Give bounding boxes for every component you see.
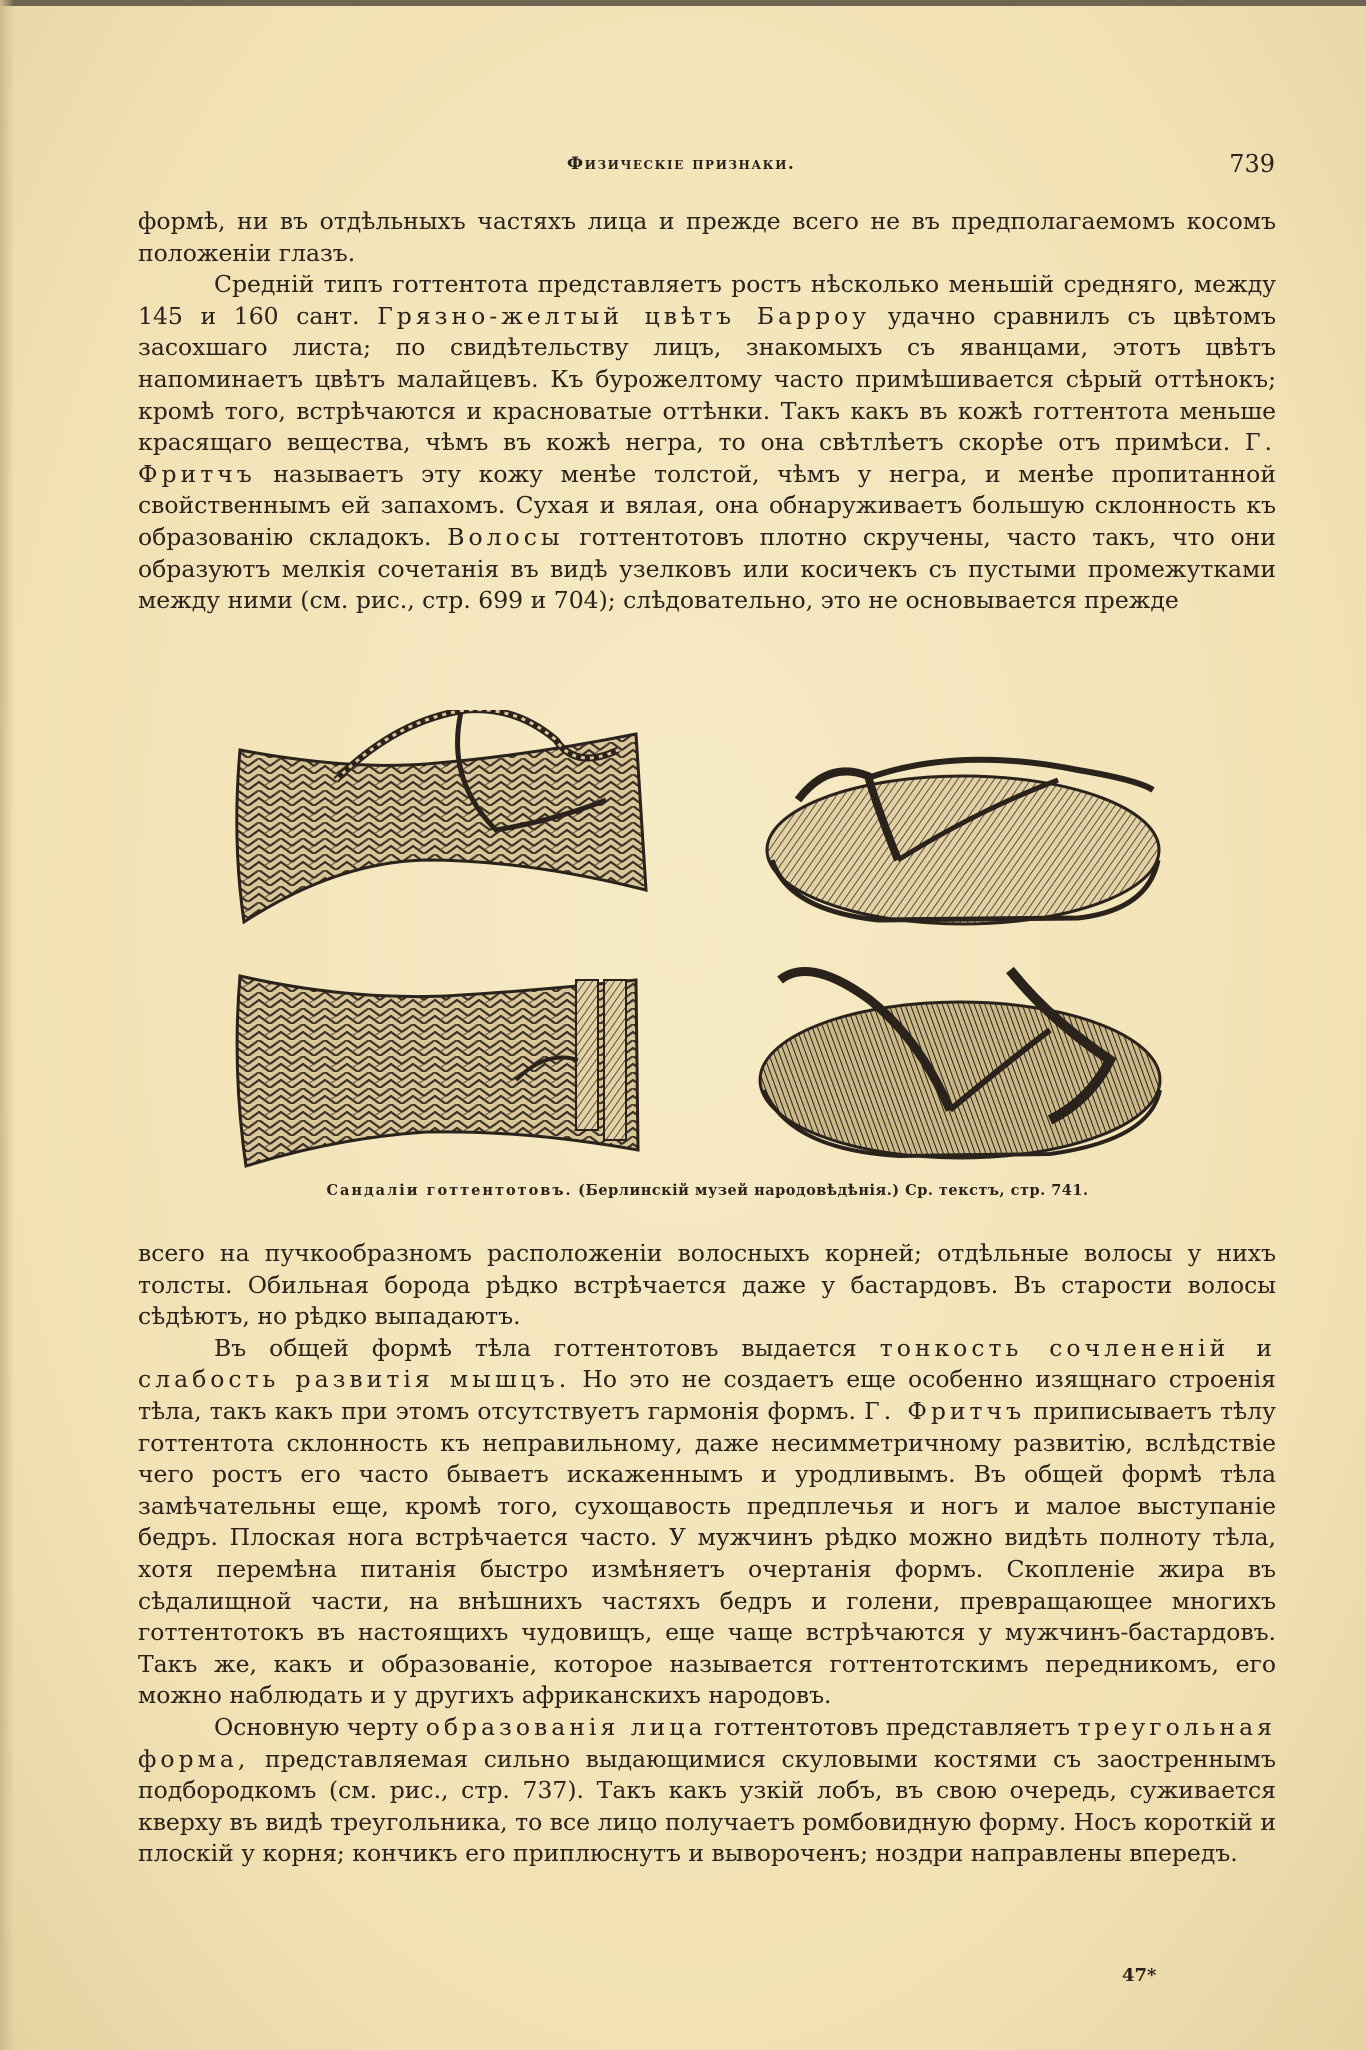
paragraph: формѣ, ни въ отдѣльныхъ частяхъ лица и прежде всего не въ предполагаемомъ косомъ положенiи глазъ. [138,207,1276,267]
paragraph: Среднiй типъ готтентота представляетъ ростъ нѣсколько меньшiй средняго, между 145 и 160 сант. Грязно-желтый цвѣтъ Барроу удачно сравнилъ съ цвѣтомъ засохшаго листа; по свидѣтельству лицъ, знакомыхъ съ яванцами, этотъ цвѣтъ напоминаетъ цвѣтъ малайцевъ. Къ бурожелтому часто примѣшивается сѣрый оттѣнокъ; кромѣ того, встрѣчаются и красноватые оттѣнки. Такъ какъ въ кожѣ готтентота меньше красящаго вещества, чѣмъ въ кожѣ негра, то она свѣтлѣетъ скорѣе отъ примѣси. Г. Фритчъ называетъ эту кожу менѣе толстой, чѣмъ у негра, и менѣе пропитанной свойственнымъ ей запахомъ. Сухая и вялая, она обнаруживаетъ большую склонность къ образованiю складокъ. Волосы готтентотовъ плотно скручены, часто такъ, что они образуютъ мелкiя сочетанiя въ видѣ узелковъ или косичекъ съ пустыми промежутками между ними (см. рис., стр. 699 и 704); слѣдовательно, это не основывается прежде [138,270,1276,615]
woven-sandal-2-illustration [226,960,656,1180]
signature-mark: 47* [1122,1965,1157,1986]
caption-rest: (Берлинскiй музей народовѣдѣнiя.) Ср. текстъ, стр. 741. [578,1182,1089,1199]
page-number: 739 [1229,150,1275,178]
spaced-emphasis: тонкость сочлененiй и слабость развитiя мышцъ. [138,1333,1276,1394]
figure-caption [140,1182,1275,1199]
spaced-emphasis: Грязно-желтый цвѣтъ Барроу [377,301,871,330]
text-block-top [138,206,1276,617]
spaced-emphasis: треугольная форма, [138,1712,1276,1773]
leather-sandal-2-illustration [750,960,1170,1165]
caption-main: Сандалiи готтентотовъ. [326,1182,573,1199]
figure-sandals [210,710,1180,1180]
spaced-emphasis: Г. Фритчъ [864,1396,1026,1425]
paragraph: Основную черту образованiя лица готтентотовъ представляетъ треугольная форма, представляемая сильно выдающимися скуловыми костями съ заостреннымъ подбородкомъ (см. рис., стр. 737). Такъ какъ узкiй лобъ, въ свою очередь, суживается кверху въ видѣ треугольника, то все лицо получаетъ ромбовидную форму. Носъ короткiй и плоскiй у корня; кончикъ его приплюснутъ и вывороченъ; ноздри направлены впередъ. [138,1712,1276,1868]
page-gutter-shadow [0,0,14,2050]
leather-sandal-1-illustration [758,750,1168,940]
woven-sandal-1-illustration [226,710,656,940]
paragraph: всего на пучкообразномъ расположенiи волосныхъ корней; отдѣльные волосы у нихъ толсты. Обильная борода рѣдко встрѣчается даже у бастардовъ. Въ старости волосы сѣдѣютъ, но рѣдко выпадаютъ. [138,1239,1276,1331]
running-title: Физическiе признаки. [567,154,796,174]
page-top-border [0,0,1366,6]
spaced-emphasis: Г. Фритчъ [138,428,1276,488]
text-block-bottom [138,1238,1276,1870]
spaced-emphasis: образованiя лица [425,1712,707,1741]
spaced-emphasis: Волосы [447,522,564,551]
paragraph: Въ общей формѣ тѣла готтентотовъ выдается тонкость сочлененiй и слабость развитiя мышцъ. Но это не создаетъ еще особенно изящнаго строенiя тѣла, такъ какъ при этомъ отсутствуетъ гармонiя формъ. Г. Фритчъ приписываетъ тѣлу готтентота склонность къ неправильному, даже несимметричному развитiю, вслѣдствiе чего ростъ его часто бываетъ искаженнымъ и уродливымъ. Въ общей формѣ тѣла замѣчательны еще, кромѣ того, сухощавость предплечья и ногъ и малое выступанiе бедръ. Плоская нога встрѣчается часто. У мужчинъ рѣдко можно видѣть полноту тѣла, хотя перемѣна питанiя быстро измѣняетъ очертанiя формъ. Скопленiе жира въ сѣдалищной части, на внѣшнихъ частяхъ бедръ и голени, превращающее многихъ готтентотокъ въ настоящихъ чудовищъ, еще чаще встрѣчаются у мужчинъ-бастардовъ. Такъ же, какъ и образованiе, которое называется готтентотскимъ передникомъ, его можно наблюдать и у другихъ африканскихъ народовъ. [138,1333,1276,1710]
page-header [140,150,1275,190]
